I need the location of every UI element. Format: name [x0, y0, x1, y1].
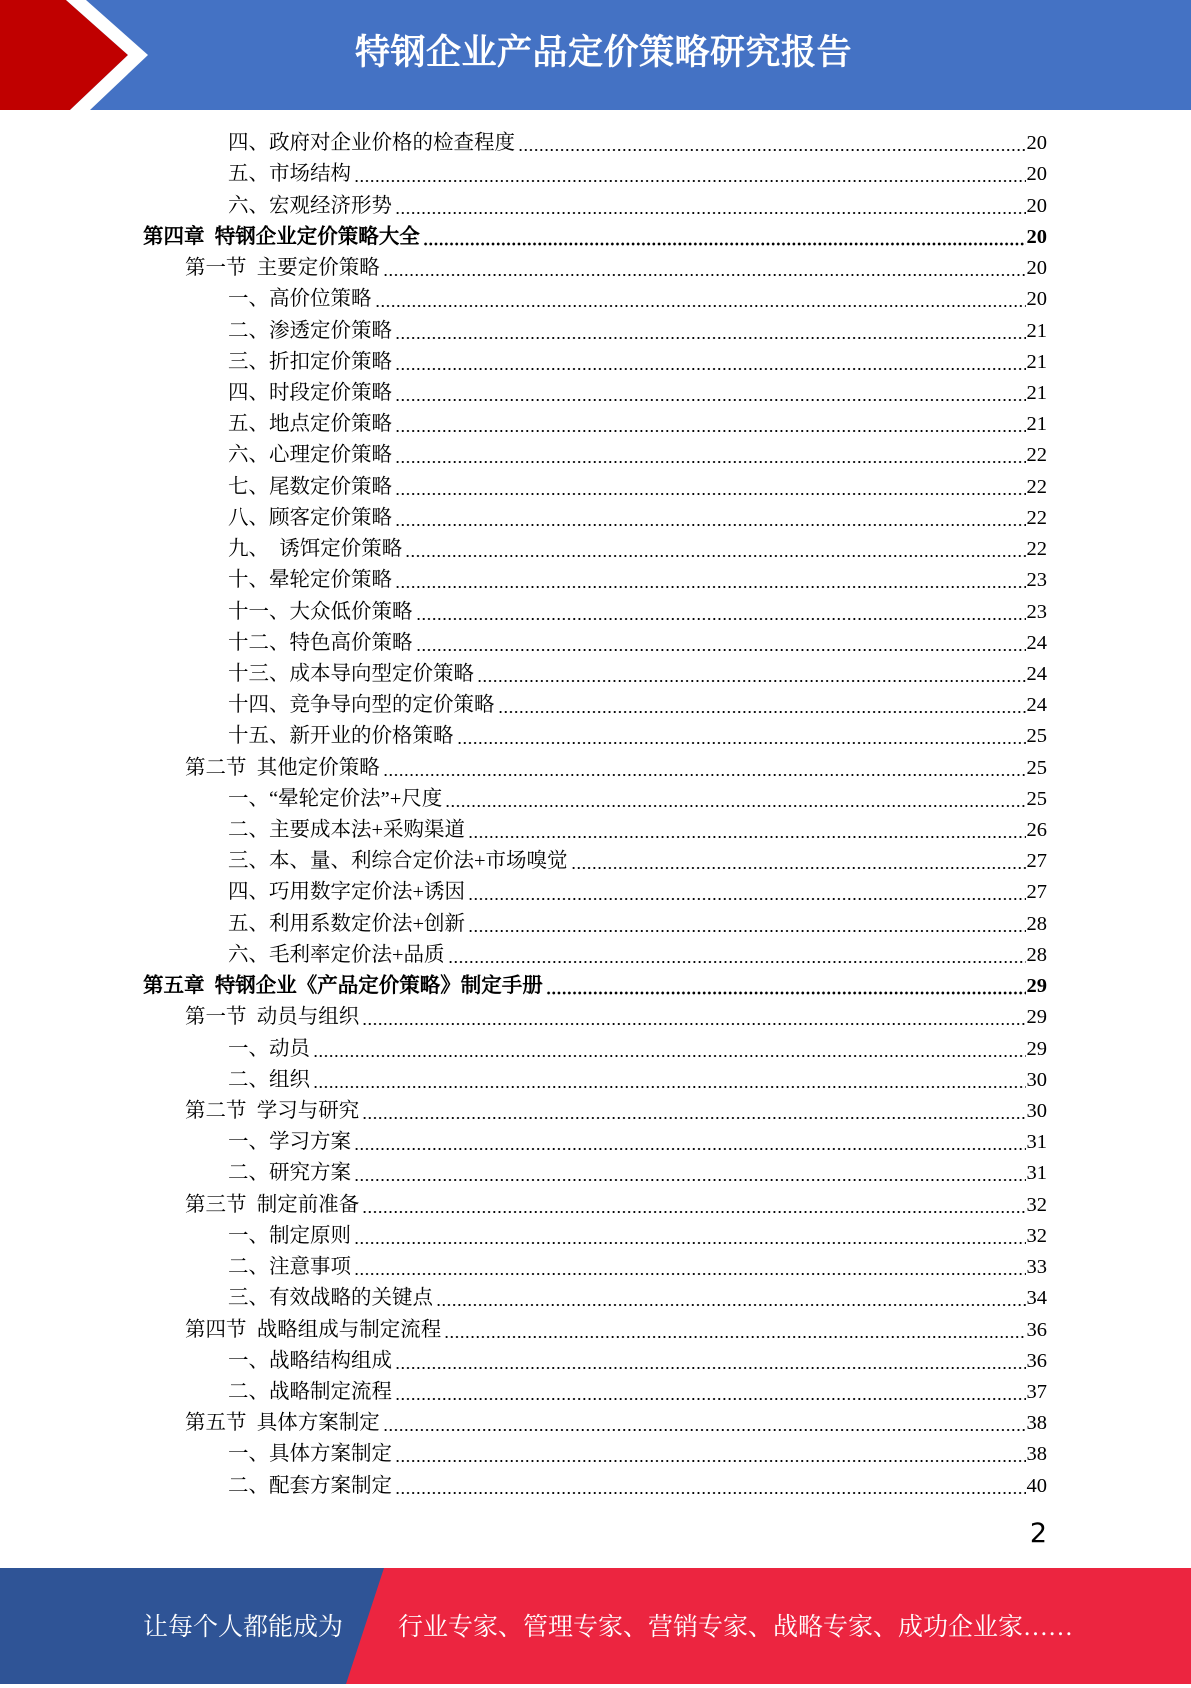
toc-dot-leader: [395, 492, 1026, 496]
toc-page-number: 30: [1026, 1100, 1047, 1122]
toc-dot-leader: [395, 585, 1026, 589]
toc-page-number: 32: [1026, 1224, 1047, 1247]
toc-dot-leader: [375, 304, 1026, 308]
toc-subsection-entry: [143, 154, 1047, 185]
toc-subsection-entry: [143, 1028, 1047, 1059]
toc-dot-leader: [362, 1022, 1025, 1026]
toc-chapter-entry: [143, 966, 1047, 997]
toc-entry-label: 九、 诱饵定价策略: [228, 538, 403, 561]
toc-page-number: 27: [1026, 881, 1047, 904]
toc-entry-label: 第一节 动员与组织: [185, 1006, 360, 1029]
toc-dot-leader: [416, 617, 1026, 621]
toc-dot-leader: [395, 367, 1026, 371]
toc-page-number: 32: [1026, 1193, 1047, 1216]
toc-dot-leader: [405, 554, 1025, 558]
toc-subsection-entry: [143, 1278, 1047, 1309]
toc-subsection-entry: [143, 810, 1047, 841]
toc-subsection-entry: [143, 529, 1047, 560]
toc-dot-leader: [383, 273, 1026, 277]
toc-entry-label: 一、制定原则: [228, 1224, 351, 1247]
toc-entry-label: 十二、特色高价策略: [228, 631, 413, 654]
toc-page-number: 21: [1026, 350, 1047, 373]
toc-page-number: 25: [1026, 756, 1047, 779]
toc-dot-leader: [354, 1178, 1026, 1182]
toc-dot-leader: [383, 1428, 1026, 1432]
toc-page-number: 36: [1026, 1349, 1047, 1372]
toc-subsection-entry: [143, 1216, 1047, 1247]
table-of-contents: [143, 123, 1047, 1497]
toc-section-entry: [143, 1091, 1047, 1122]
toc-entry-label: 五、利用系数定价法+创新: [228, 912, 466, 935]
toc-entry-label: 三、折扣定价策略: [228, 350, 392, 373]
toc-page-number: 20: [1026, 225, 1047, 248]
toc-dot-leader: [313, 1054, 1026, 1058]
toc-entry-label: 六、毛利率定价法+品质: [228, 943, 445, 966]
toc-subsection-entry: [143, 1465, 1047, 1496]
toc-entry-label: 二、配套方案制定: [228, 1474, 392, 1497]
toc-dot-leader: [354, 1147, 1026, 1151]
toc-dot-leader: [354, 1272, 1026, 1276]
toc-dot-leader: [395, 211, 1026, 215]
footer-slogan-roles: 行业专家、管理专家、营销专家、战略专家、成功企业家……: [398, 1614, 1074, 1641]
toc-dot-leader: [395, 429, 1026, 433]
toc-section-entry: [143, 248, 1047, 279]
toc-subsection-entry: [143, 1247, 1047, 1278]
toc-page-number: 23: [1026, 600, 1047, 623]
toc-dot-leader: [468, 897, 1025, 901]
toc-page-number: 21: [1026, 413, 1047, 436]
toc-page-number: 24: [1026, 694, 1047, 717]
toc-subsection-entry: [143, 872, 1047, 903]
toc-page-number: 20: [1026, 132, 1047, 155]
toc-entry-label: 七、尾数定价策略: [228, 475, 392, 498]
toc-page-number: 36: [1026, 1318, 1047, 1341]
toc-dot-leader: [362, 1210, 1025, 1214]
toc-entry-label: 四、巧用数字定价法+诱因: [228, 881, 466, 904]
toc-entry-label: 五、市场结构: [228, 163, 351, 186]
toc-dot-leader: [477, 679, 1026, 683]
toc-entry-label: 第二节 其他定价策略: [185, 756, 380, 779]
toc-page-number: 22: [1026, 444, 1047, 467]
toc-subsection-entry: [143, 1060, 1047, 1091]
toc-subsection-entry: [143, 623, 1047, 654]
toc-entry-label: 四、政府对企业价格的检查程度: [228, 132, 515, 155]
toc-entry-label: 二、战略制定流程: [228, 1380, 392, 1403]
toc-page-number: 20: [1026, 257, 1047, 280]
toc-page-number: 24: [1026, 662, 1047, 685]
toc-subsection-entry: [143, 185, 1047, 216]
toc-page-number: 25: [1026, 725, 1047, 748]
toc-entry-label: 第四节 战略组成与制定流程: [185, 1318, 442, 1341]
toc-page-number: 20: [1026, 194, 1047, 217]
toc-subsection-entry: [143, 591, 1047, 622]
toc-entry-label: 二、渗透定价策略: [228, 319, 392, 342]
toc-entry-label: 二、组织: [228, 1068, 310, 1091]
toc-page-number: 27: [1026, 850, 1047, 873]
toc-page-number: 21: [1026, 381, 1047, 404]
toc-subsection-entry: [143, 903, 1047, 934]
page-number: 2: [1029, 1518, 1047, 1549]
toc-page-number: 29: [1026, 975, 1047, 998]
toc-subsection-entry: [143, 716, 1047, 747]
toc-subsection-entry: [143, 342, 1047, 373]
toc-subsection-entry: [143, 841, 1047, 872]
toc-page-number: 33: [1026, 1256, 1047, 1279]
toc-subsection-entry: [143, 1372, 1047, 1403]
toc-subsection-entry: [143, 935, 1047, 966]
header-banner: [0, 0, 1191, 110]
toc-dot-leader: [395, 1459, 1026, 1463]
toc-page-number: 30: [1026, 1068, 1047, 1091]
toc-dot-leader: [395, 460, 1026, 464]
toc-subsection-entry: [143, 779, 1047, 810]
toc-entry-label: 第五章 特钢企业《产品定价策略》制定手册: [143, 975, 543, 998]
footer-banner: [0, 1568, 1191, 1684]
toc-dot-leader: [571, 866, 1026, 870]
toc-page-number: 38: [1026, 1412, 1047, 1435]
toc-dot-leader: [445, 804, 1025, 808]
toc-subsection-entry: [143, 560, 1047, 591]
toc-dot-leader: [395, 336, 1026, 340]
toc-subsection-entry: [143, 1153, 1047, 1184]
toc-entry-label: 第四章 特钢企业定价策略大全: [143, 225, 420, 248]
toc-dot-leader: [444, 1335, 1025, 1339]
toc-subsection-entry: [143, 654, 1047, 685]
toc-dot-leader: [395, 1491, 1026, 1495]
toc-page-number: 28: [1026, 943, 1047, 966]
toc-subsection-entry: [143, 1122, 1047, 1153]
toc-section-entry: [143, 747, 1047, 778]
toc-subsection-entry: [143, 279, 1047, 310]
toc-entry-label: 十三、成本导向型定价策略: [228, 662, 474, 685]
toc-entry-label: 五、地点定价策略: [228, 413, 392, 436]
toc-dot-leader: [518, 148, 1026, 152]
toc-entry-label: 一、动员: [228, 1037, 310, 1060]
toc-section-entry: [143, 1184, 1047, 1215]
toc-page-number: 38: [1026, 1443, 1047, 1466]
toc-chapter-entry: [143, 217, 1047, 248]
toc-dot-leader: [383, 773, 1026, 777]
toc-dot-leader: [395, 523, 1026, 527]
toc-dot-leader: [395, 1397, 1026, 1401]
toc-page-number: 40: [1026, 1474, 1047, 1497]
toc-subsection-entry: [143, 123, 1047, 154]
toc-entry-label: 六、心理定价策略: [228, 444, 392, 467]
toc-entry-label: 十四、竞争导向型的定价策略: [228, 694, 495, 717]
toc-entry-label: 三、有效战略的关键点: [228, 1287, 433, 1310]
toc-entry-label: 二、注意事项: [228, 1256, 351, 1279]
report-title: 特钢企业产品定价策略研究报告: [354, 33, 852, 72]
toc-entry-label: 十一、大众低价策略: [228, 600, 413, 623]
toc-subsection-entry: [143, 404, 1047, 435]
toc-page-number: 21: [1026, 319, 1047, 342]
toc-dot-leader: [448, 960, 1026, 964]
toc-subsection-entry: [143, 498, 1047, 529]
toc-page-number: 31: [1026, 1162, 1047, 1185]
toc-subsection-entry: [143, 1341, 1047, 1372]
toc-dot-leader: [468, 929, 1025, 933]
toc-dot-leader: [416, 648, 1026, 652]
toc-subsection-entry: [143, 373, 1047, 404]
toc-entry-label: 第三节 制定前准备: [185, 1193, 360, 1216]
toc-entry-label: 八、顾客定价策略: [228, 506, 392, 529]
toc-entry-label: 二、研究方案: [228, 1162, 351, 1185]
toc-entry-label: 第五节 具体方案制定: [185, 1412, 380, 1435]
toc-page-number: 34: [1026, 1287, 1047, 1310]
toc-dot-leader: [354, 179, 1026, 183]
toc-entry-label: 十五、新开业的价格策略: [228, 725, 454, 748]
toc-subsection-entry: [143, 466, 1047, 497]
toc-entry-label: 四、时段定价策略: [228, 381, 392, 404]
toc-dot-leader: [362, 1116, 1025, 1120]
toc-dot-leader: [395, 1366, 1026, 1370]
toc-entry-label: 一、学习方案: [228, 1131, 351, 1154]
toc-entry-label: 六、宏观经济形势: [228, 194, 392, 217]
toc-entry-label: 一、高价位策略: [228, 288, 372, 311]
toc-page-number: 22: [1026, 475, 1047, 498]
toc-dot-leader: [546, 991, 1026, 995]
toc-subsection-entry: [143, 1434, 1047, 1465]
toc-page-number: 29: [1026, 1037, 1047, 1060]
toc-dot-leader: [457, 741, 1026, 745]
toc-section-entry: [143, 1403, 1047, 1434]
footer-slogan-lead: 让每个人都能成为: [143, 1614, 344, 1641]
toc-entry-label: 第一节 主要定价策略: [185, 257, 380, 280]
toc-page-number: 24: [1026, 631, 1047, 654]
toc-page-number: 37: [1026, 1380, 1047, 1403]
toc-subsection-entry: [143, 435, 1047, 466]
toc-dot-leader: [423, 242, 1026, 246]
toc-subsection-entry: [143, 310, 1047, 341]
toc-page-number: 26: [1026, 819, 1047, 842]
toc-section-entry: [143, 997, 1047, 1028]
toc-section-entry: [143, 1309, 1047, 1340]
toc-subsection-entry: [143, 685, 1047, 716]
toc-dot-leader: [436, 1303, 1026, 1307]
toc-page-number: 22: [1026, 538, 1047, 561]
toc-dot-leader: [468, 835, 1025, 839]
toc-page-number: 31: [1026, 1131, 1047, 1154]
toc-entry-label: 一、“晕轮定价法”+尺度: [228, 787, 443, 810]
toc-dot-leader: [395, 398, 1026, 402]
toc-entry-label: 十、晕轮定价策略: [228, 569, 392, 592]
toc-page-number: 25: [1026, 787, 1047, 810]
toc-dot-leader: [313, 1085, 1026, 1089]
toc-entry-label: 二、主要成本法+采购渠道: [228, 819, 466, 842]
toc-page-number: 20: [1026, 163, 1047, 186]
toc-page-number: 20: [1026, 288, 1047, 311]
toc-page-number: 29: [1026, 1006, 1047, 1029]
toc-page-number: 22: [1026, 506, 1047, 529]
toc-page-number: 23: [1026, 569, 1047, 592]
toc-entry-label: 三、本、量、利综合定价法+市场嗅觉: [228, 850, 568, 873]
toc-entry-label: 一、战略结构组成: [228, 1349, 392, 1372]
toc-dot-leader: [354, 1241, 1026, 1245]
toc-entry-label: 一、具体方案制定: [228, 1443, 392, 1466]
toc-entry-label: 第二节 学习与研究: [185, 1100, 360, 1122]
toc-dot-leader: [498, 710, 1026, 714]
toc-page-number: 28: [1026, 912, 1047, 935]
